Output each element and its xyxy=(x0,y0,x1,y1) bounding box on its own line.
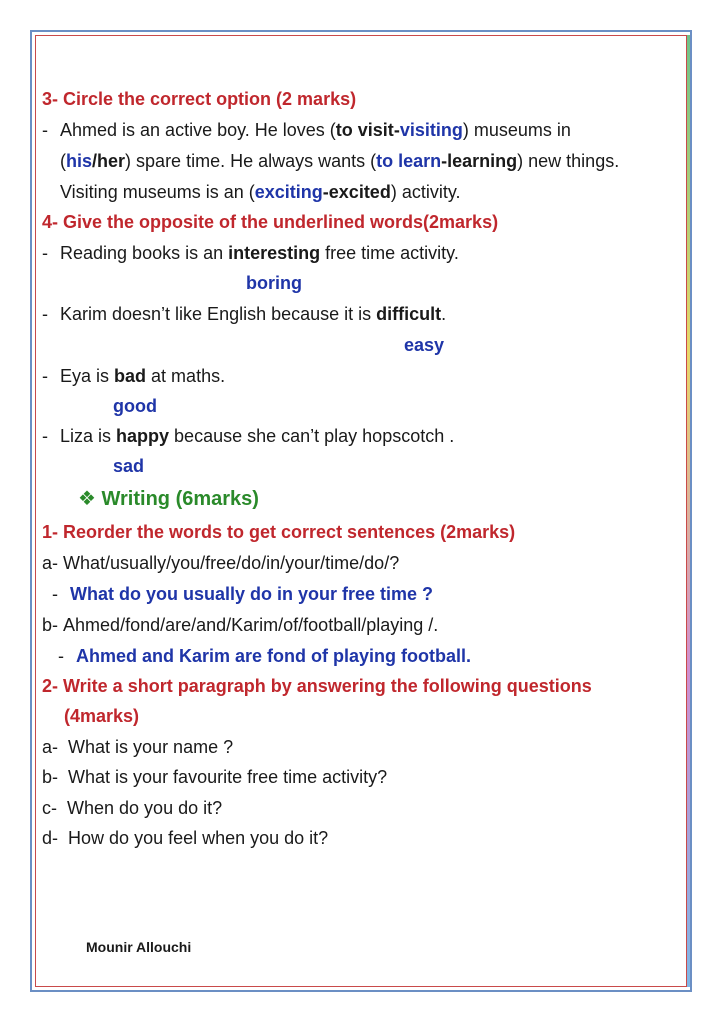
text: Liza is xyxy=(60,426,117,446)
dash: - xyxy=(42,426,48,446)
text: at maths. xyxy=(146,366,226,386)
text: ( xyxy=(60,151,66,171)
writing-title: Writing (6marks) xyxy=(101,488,259,510)
underlined-word: interesting xyxy=(228,243,321,263)
item-label: a- xyxy=(42,553,59,573)
dash: - xyxy=(58,646,64,666)
q4-answer-1: boring xyxy=(246,273,302,293)
option-her: her xyxy=(97,151,126,171)
writing-heading xyxy=(78,487,259,511)
text: because she can’t play hopscotch . xyxy=(169,426,455,446)
w2-question-b xyxy=(42,766,387,788)
text: free time activity. xyxy=(320,243,459,263)
underlined-word: difficult xyxy=(376,304,442,324)
w2-question-a xyxy=(42,736,233,758)
option-to-visit: to visit xyxy=(335,120,394,140)
q4-answer-2: easy xyxy=(404,335,445,355)
dash: - xyxy=(52,584,58,604)
q4-answer-4: sad xyxy=(113,456,145,476)
w1-item-b xyxy=(42,614,438,636)
question-text: When do you do it? xyxy=(67,798,223,818)
option-his: his xyxy=(66,151,93,171)
text: Visiting museums is an ( xyxy=(60,182,255,202)
text: ) museums in xyxy=(462,120,571,140)
dash: - xyxy=(42,304,48,324)
text: Ahmed is an active boy. He loves ( xyxy=(60,120,336,140)
scrambled-words: Ahmed/fond/are/and/Karim/of/football/playing /. xyxy=(63,615,439,635)
q3-line-1 xyxy=(42,119,571,141)
option-learning: learning xyxy=(447,151,518,171)
w2-question-d xyxy=(42,827,328,849)
w1-answer-b xyxy=(58,645,471,667)
dash: - xyxy=(42,243,48,263)
w1-title: 1- Reorder the words to get correct sentences (2marks) xyxy=(42,522,516,542)
option-separator: - xyxy=(441,151,448,171)
w1-answer-a xyxy=(52,583,433,605)
answer-text: Ahmed and Karim are fond of playing football. xyxy=(76,646,472,666)
q3-line-3 xyxy=(60,181,461,203)
item-label: b- xyxy=(42,615,59,635)
item-label: c- xyxy=(42,798,57,818)
q3-title: 3- Circle the correct option (2 marks) xyxy=(42,89,357,109)
text: ) activity. xyxy=(390,182,461,202)
dash: - xyxy=(42,366,48,386)
diamond-bullet-icon: ❖ xyxy=(78,488,96,510)
answer-text: What do you usually do in your free time ? xyxy=(70,584,434,604)
w1-item-a xyxy=(42,552,399,574)
question-text: What is your favourite free time activity? xyxy=(68,767,388,787)
underlined-word: happy xyxy=(116,426,170,446)
item-label: d- xyxy=(42,828,59,848)
option-visiting: visiting xyxy=(399,120,463,140)
dash: - xyxy=(42,120,48,140)
item-label: a- xyxy=(42,737,59,757)
w2-question-c xyxy=(42,797,222,819)
q4-answer-3: good xyxy=(113,396,157,416)
question-text: What is your name ? xyxy=(68,737,234,757)
underlined-word: bad xyxy=(114,366,147,386)
scrambled-words: What/usually/you/free/do/in/your/time/do/? xyxy=(63,553,400,573)
text: Karim doesn’t like English because it is xyxy=(60,304,377,324)
option-excited: excited xyxy=(328,182,391,202)
item-label: b- xyxy=(42,767,59,787)
option-separator: - xyxy=(322,182,329,202)
q4-title: 4- Give the opposite of the underlined words(2marks) xyxy=(42,212,499,232)
text: ) new things. xyxy=(517,151,620,171)
option-separator: - xyxy=(393,120,400,140)
q4-sentence-3 xyxy=(42,365,225,387)
option-exciting: exciting xyxy=(254,182,323,202)
text: . xyxy=(441,304,447,324)
option-to-learn: to learn xyxy=(376,151,442,171)
w2-title: 2- Write a short paragraph by answering the following questions xyxy=(42,676,592,696)
q4-sentence-1 xyxy=(42,242,459,264)
author-name: Mounir Allouchi xyxy=(86,939,192,955)
q3-line-2 xyxy=(60,150,619,172)
q4-sentence-4 xyxy=(42,425,454,447)
text: Reading books is an xyxy=(60,243,229,263)
text: ) spare time. He always wants ( xyxy=(125,151,377,171)
question-text: How do you feel when you do it? xyxy=(68,828,329,848)
w2-title-marks: (4marks) xyxy=(64,706,140,726)
text: Eya is xyxy=(60,366,115,386)
q4-sentence-2 xyxy=(42,303,446,325)
page-border-decoration xyxy=(687,35,690,987)
option-separator: / xyxy=(92,151,98,171)
